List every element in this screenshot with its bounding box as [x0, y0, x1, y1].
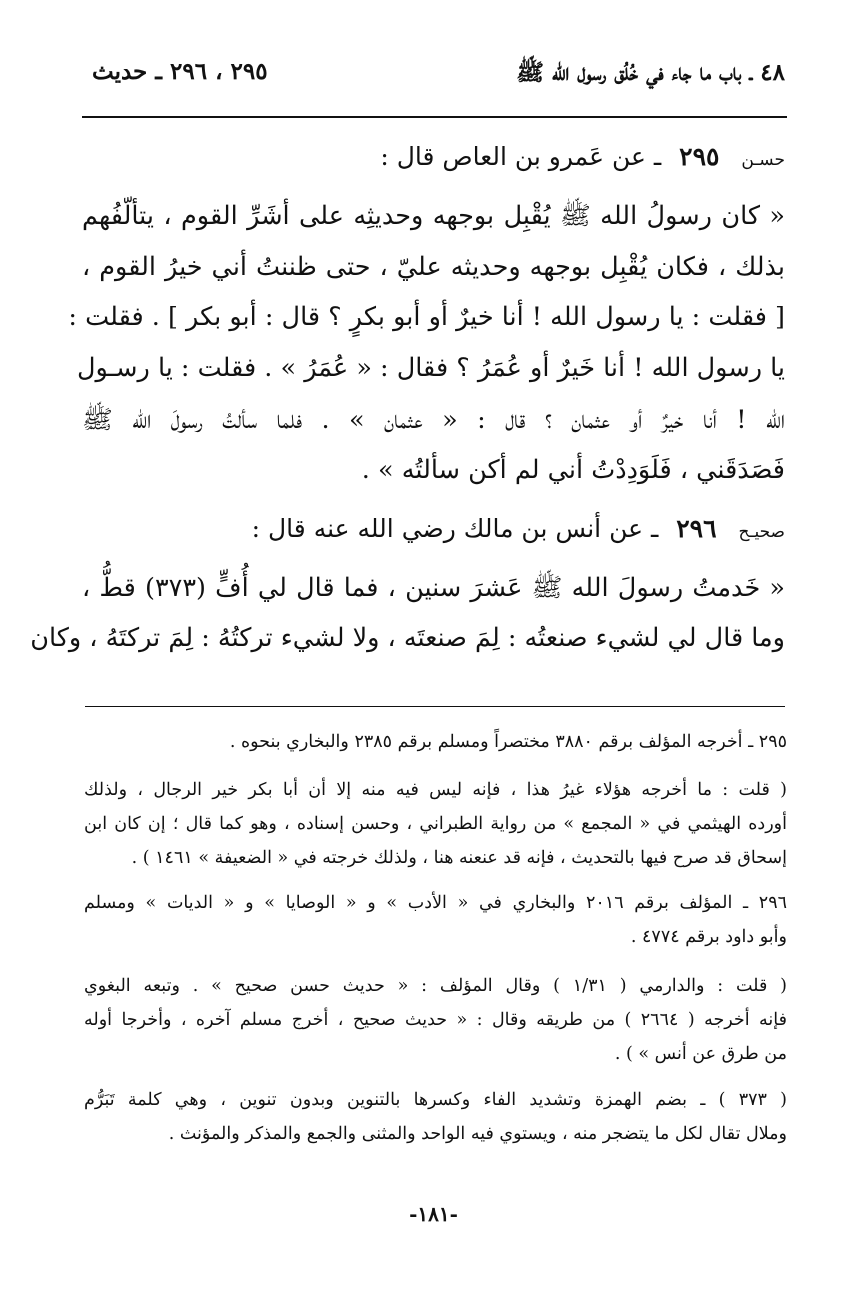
footnote-295-note: إسحاق قد صرح فيها بالتحديث ، فإنه قد عنعنه هنا ، ولذلك خرجته في « الضعيفة » ١٤٦١ ) .	[131, 848, 787, 868]
footnote-296-note: ( قلت : والدارمي ( ١/٣١ ) وقال المؤلف : « حديث حسن صحيح » . وتبعه البغوي	[84, 976, 787, 996]
footnote-373: وملال تقال لكل ما يتضجر منه ، ويستوي فيه الواحد والمثنى والجمع والمذكر والمؤنث .	[168, 1124, 787, 1144]
hadith-295-line: يا رسول الله ! أنا خَيرٌ أو عُمَرُ ؟ فقال : « عُمَرُ » . فقلت : يا رسـول	[77, 353, 785, 383]
hadith-295-line: الله ! أنا خيرٌ أو عثمان ؟ قال : « عثمان » . فلما سألتُ رسولَ الله ﷺ	[82, 405, 785, 435]
page-header	[92, 58, 785, 98]
hadith-295-line: « كان رسولُ الله ﷺ يُقْبِل بوجهه وحديثِه على أشَرِّ القوم ، يتألّفُهم	[82, 201, 785, 231]
hadith-295-number: ٢٩٥	[679, 142, 720, 171]
hadith-296-grade: صحيـح	[738, 522, 785, 542]
footnote-separator	[85, 706, 785, 707]
footnote-296: وأبو داود برقم ٤٧٧٤ .	[630, 927, 787, 947]
footnote-295-note: أورده الهيثمي في « المجمع » من رواية الطبراني ، وحسن إسناده ، وهو كما قال ؛ إن كان ابن	[84, 814, 787, 834]
hadith-296-number: ٢٩٦	[676, 514, 717, 543]
hadith-296-intro: ـ عن أنس بن مالك رضي الله عنه قال :	[251, 514, 659, 543]
footnote-296-note: من طرق عن أنس » ) .	[614, 1044, 787, 1064]
footnote-296: ٢٩٦ ـ المؤلف برقم ٢٠١٦ والبخاري في « الأدب » و « الوصايا » و « الديات » ومسلم	[84, 893, 787, 913]
footnote-296-note: فإنه أخرجه ( ٢٦٦٤ ) من طريقه وقال : « حديث صحيح ، أخرج مسلم آخره ، وأخرجا أوله	[84, 1010, 787, 1030]
hadith-295-heading	[82, 142, 785, 171]
hadith-296-line: وما قال لي لشيء صنعتُه : لِمَ صنعتَه ، ولا لشيء تركتُهُ : لِمَ تركتَهُ ، وكان	[30, 623, 785, 653]
hadith-295-line: بذلك ، فكان يُقْبِل بوجهه وحديثه عليّ ، حتى ظننتُ أني خيرُ القوم ،	[82, 252, 785, 282]
footnote-295-note: ( قلت : ما أخرجه هؤلاء غيرُ هذا ، فإنه ليس فيه منه إلا أن أبا بكر خير الرجال ، ولذلك	[84, 780, 787, 800]
header-rule	[82, 116, 787, 118]
hadith-295-grade: حسـن	[741, 150, 785, 170]
hadith-296-heading	[82, 514, 785, 543]
chapter-title: ٤٨ ـ باب ما جاء في خُلُق رسول الله ﷺ	[516, 59, 785, 86]
hadith-295-line: فَصَدَقَني ، فَلَوَدِدْتُ أني لم أكن سألتُه » .	[361, 455, 785, 485]
hadith-295-line: [ فقلت : يا رسول الله ! أنا خيرٌ أو أبو بكرٍ ؟ قال : أبو بكر ] . فقلت :	[68, 302, 785, 332]
hadith-295-intro: ـ عن عَمرو بن العاص قال :	[380, 142, 662, 171]
hadith-296-line: « خَدمتُ رسولَ الله ﷺ عَشرَ سنين ، فما قال لي أُفٍّ (٣٧٣) قطُّ ،	[82, 573, 785, 603]
footnote-295: ٢٩٥ ـ أخرجه المؤلف برقم ٣٨٨٠ مختصراً ومسلم برقم ٢٣٨٥ والبخاري بنحوه .	[229, 732, 787, 752]
hadith-range: ٢٩٥ ، ٢٩٦ ـ حديث	[92, 58, 268, 85]
page-number: -١٨١-	[409, 1202, 458, 1226]
footnote-373: ( ٣٧٣ ) ـ بضم الهمزة وتشديد الفاء وكسرها بالتنوين وبدون تنوين ، وهي كلمة تَبَرُّم	[84, 1090, 788, 1110]
